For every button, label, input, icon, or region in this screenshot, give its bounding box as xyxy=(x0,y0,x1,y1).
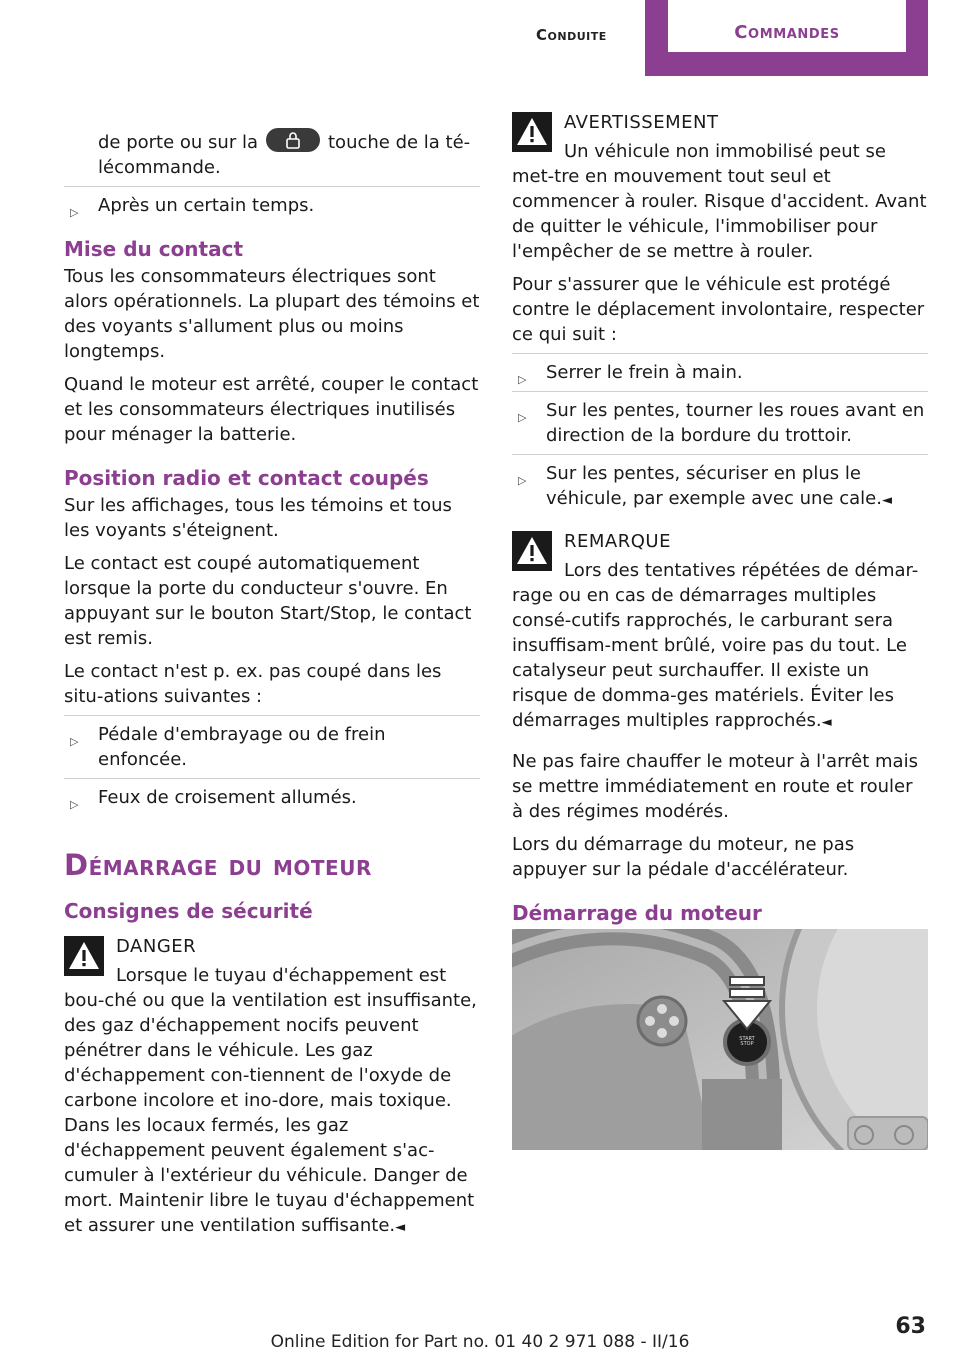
start-stop-button-label: START STOP xyxy=(739,1036,755,1047)
section-title-demarrage-moteur: Démarrage du moteur xyxy=(512,901,762,925)
bullet-triangle-icon: ▷ xyxy=(518,474,527,487)
radio-paragraph-1: Sur les affichages, tous les témoins et tous les voyants s'éteignent. xyxy=(64,495,452,541)
list-item xyxy=(512,454,928,519)
radio-paragraph-3: Le contact n'est p. ex. pas coupé dans les situ-ations suivantes : xyxy=(64,661,442,707)
warning-triangle-icon xyxy=(512,112,552,152)
list-item-text: Sur les pentes, sécuriser en plus le véhicule, par exemple avec une cale. xyxy=(546,463,882,509)
section-title-radio: Position radio et contact coupés xyxy=(64,466,429,490)
remarque-body xyxy=(512,558,928,735)
bullet-triangle-icon: ▷ xyxy=(518,373,527,386)
steering-wheel-start-button-photo xyxy=(512,929,928,1150)
intro-text-2: touche de la té- xyxy=(328,132,471,153)
radio-bullet-list xyxy=(64,715,480,816)
avertissement-body: Un véhicule non immobilisé peut se met-tre en mouvement tout seul et commencer à rouler. Risque d'accident. Avant de quitter le véhicule, l'immobiliser pour l'empêcher de se mettre à rouler. xyxy=(512,141,927,262)
right-column xyxy=(512,110,928,928)
list-item-text: Feux de croisement allumés. xyxy=(98,787,357,808)
paragraph-chauffer: Ne pas faire chauffer le moteur à l'arrêt mais se mettre immédiatement en route et rouler à des régimes modérés. xyxy=(512,751,918,822)
danger-title: DANGER xyxy=(116,936,197,957)
list-item xyxy=(64,778,480,816)
section-title-consignes: Consignes de sécurité xyxy=(64,899,313,923)
left-column xyxy=(64,128,480,1248)
intro-text-1: de porte ou sur la xyxy=(98,132,258,153)
list-item xyxy=(512,391,928,454)
list-item-text: Pédale d'embrayage ou de frein enfoncée. xyxy=(98,724,386,770)
danger-body xyxy=(64,963,480,1240)
warning-triangle-icon xyxy=(64,936,104,976)
mise-paragraph-2: Quand le moteur est arrêté, couper le contact et les consommateurs électriques inutilisés pour ménager la batterie. xyxy=(64,374,479,445)
list-item-text: Sur les pentes, tourner les roues avant en direction de la bordure du trottoir. xyxy=(546,400,925,446)
bullet-triangle-icon: ▷ xyxy=(70,798,79,811)
bullet-triangle-icon: ▷ xyxy=(70,206,79,219)
mise-paragraph-1: Tous les consommateurs électriques sont alors opérationnels. La plupart des témoins et des voyants s'allument plus ou moins longtemps. xyxy=(64,266,480,362)
end-mark-icon: ◄ xyxy=(881,493,892,508)
danger-block xyxy=(64,934,480,1240)
end-mark-icon: ◄ xyxy=(395,1220,406,1235)
list-item xyxy=(512,353,928,391)
paragraph-pedale: Lors du démarrage du moteur, ne pas appuyer sur la pédale d'accélérateur. xyxy=(512,834,855,880)
avertissement-paragraph-2: Pour s'assurer que le véhicule est protégé contre le déplacement involontaire, respecter ce qui suit : xyxy=(512,274,925,345)
section-title-mise: Mise du contact xyxy=(64,237,244,261)
intro-bullet-list xyxy=(64,186,480,224)
header-chapter-label: Commandes xyxy=(734,22,840,43)
bullet-triangle-icon: ▷ xyxy=(518,411,527,424)
list-item xyxy=(64,186,480,224)
chapter-title-demarrage: Démarrage du moteur xyxy=(64,848,372,882)
danger-body-text: Lorsque le tuyau d'échappement est bou-ché ou que la ventilation est insuffisante, des gaz d'échappement nocifs peuvent pénétrer dans le véhicule. Les gaz d'échappement con-tiennent de l'oxyde de carbone incolore et ino-dore, mais toxique. Dans les locaux fermés, les gaz d'échappement peuvent également s'ac-cumuler à l'extérieur du véhicule. Danger de mort. Maintenir libre le tuyau d'échappement et assurer une ventilation suffisante. xyxy=(64,965,477,1236)
avertissement-block xyxy=(512,110,928,264)
list-item-text: Serrer le frein à main. xyxy=(546,362,743,383)
avertissement-bullet-list xyxy=(512,353,928,519)
footer-edition: Online Edition for Part no. 01 40 2 971 088 - II/16 xyxy=(270,1332,690,1352)
remarque-body-text: Lors des tentatives répétées de démar-rage ou en cas de démarrages multiples consé-cutifs rapprochés, le carburant sera insuffisam-ment brûlé, voire pas du tout. Le catalyseur peut surchauffer. Il existe un risque de domma-ges matériels. Éviter les démarrages multiples rapprochés. xyxy=(512,560,919,731)
intro-continuation xyxy=(64,128,480,180)
header-section-label: Conduite xyxy=(536,26,607,44)
remote-lock-key-icon xyxy=(266,128,320,152)
warning-triangle-icon xyxy=(512,531,552,571)
intro-text-3: lécommande. xyxy=(98,157,221,178)
bullet-triangle-icon: ▷ xyxy=(70,735,79,748)
end-mark-icon: ◄ xyxy=(821,715,832,730)
list-item xyxy=(64,715,480,778)
page-number: 63 xyxy=(895,1314,926,1339)
avertissement-title: AVERTISSEMENT xyxy=(564,112,719,133)
radio-paragraph-2: Le contact est coupé automatiquement lorsque la porte du conducteur s'ouvre. En appuyant sur le bouton Start/Stop, le contact est remis. xyxy=(64,553,472,649)
remarque-title: REMARQUE xyxy=(564,531,671,552)
remarque-block xyxy=(512,529,928,735)
list-item-text: Après un certain temps. xyxy=(98,195,315,216)
